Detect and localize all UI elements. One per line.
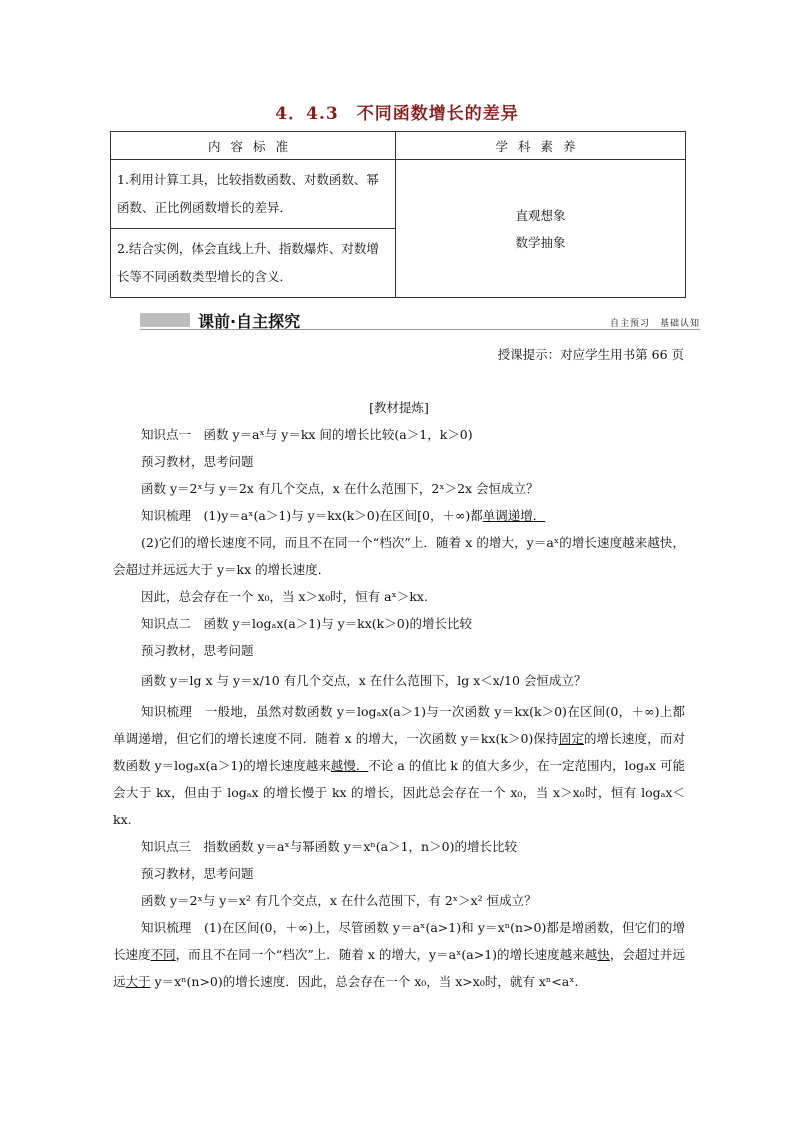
- knowledge-point-title: 知识点一 函数 y＝aˣ与 y＝kx 间的增长比较(a＞1，k＞0): [141, 427, 473, 442]
- summary-text: 知识梳理 (1)y＝aˣ(a＞1)与 y＝kx(k＞0)在区间[0，＋∞)都: [141, 508, 483, 523]
- question: 函数 y＝2ˣ与 y＝x² 有几个交点，x 在什么范围下，有 2ˣ＞x² 恒成立？: [141, 893, 537, 908]
- knowledge-summary: [113, 914, 685, 995]
- section-tag: 自主预习 基础认知: [609, 319, 700, 329]
- literacy-cell: [396, 160, 686, 298]
- standard-item-2: 2.结合实例，体会直线上升、指数爆炸、对数增长等不同函数类型增长的含义．: [111, 229, 396, 298]
- knowledge-point-title: 知识点二 函数 y＝logₐx(a＞1)与 y＝kx(k＞0)的增长比较: [141, 616, 473, 631]
- summary-text: ，而且不在同一个“档次”上．随着 x 的增大，y＝aˣ(a>1)的增长速度越来越: [175, 947, 598, 962]
- section-heading: 课前·自主探究: [198, 312, 301, 331]
- section-label: [教材提炼]: [369, 400, 429, 415]
- underlined-text: 快: [597, 947, 610, 962]
- literacy-item: 直观想象: [515, 207, 566, 223]
- content-standard-header: 内容标准: [111, 132, 396, 160]
- preview-prompt: 预习教材，思考问题: [141, 643, 254, 658]
- knowledge-summary: [113, 502, 685, 529]
- standards-table: [110, 131, 686, 298]
- section-divider: [140, 329, 700, 330]
- summary-text: 知识梳理 一般地，虽然对数函数 y＝logₐx(a＞1)与一次函数 y＝kx(k＞0)在区间(0，＋∞)上都单调递增，但它们的增长速度不同．随着 x 的增大，一次函数 y＝kx(k＞0)保持: [113, 704, 685, 746]
- literacy-item: 数学抽象: [515, 234, 566, 250]
- underlined-text: 越慢．: [330, 758, 369, 773]
- literacy-header: 学科素养: [396, 132, 686, 160]
- summary-text: ，会超过并远远: [113, 947, 685, 989]
- lesson-title: 4．4.3 不同函数增长的差异: [275, 104, 519, 124]
- knowledge-point-title: 知识点三 指数函数 y＝aˣ与幂函数 y＝xⁿ(a＞1，n＞0)的增长比较: [141, 839, 517, 854]
- table-header-row: [111, 132, 686, 160]
- underlined-text: 单调递增．: [482, 508, 546, 523]
- standard-item-1: 1.利用计算工具，比较指数函数、对数函数、幂函数、正比例函数增长的差异．: [111, 160, 396, 229]
- main-content: [113, 394, 685, 995]
- section-marker: [140, 313, 190, 327]
- question: 函数 y＝2ˣ与 y＝2x 有几个交点，x 在什么范围下，2ˣ＞2x 会恒成立？: [141, 481, 539, 496]
- summary-text: 不论 a 的值比 k 的值大多少，在一定范围内，logₐx 可能会大于 kx，但由于 logₐx 的增长慢于 kx 的增长，因此总会存在一个 x₀，当 x＞x₀时，恒有 logₐx＜kx.: [113, 758, 685, 827]
- table-row: [111, 160, 686, 229]
- paragraph: 因此，总会存在一个 x₀，当 x＞x₀时，恒有 aˣ＞kx.: [141, 589, 428, 604]
- paragraph: (2)它们的增长速度不同，而且不在同一个“档次”上．随着 x 的增大，y＝aˣ的增长速度越来越快，会超过并远远大于 y＝kx 的增长速度．: [113, 535, 685, 577]
- summary-text: 知识梳理 (1)在区间(0，＋∞)上，尽管函数 y＝aˣ(a>1)和 y＝xⁿ(n>0)都是增函数，但它们的增长速度: [113, 920, 685, 962]
- preview-prompt: 预习教材，思考问题: [141, 866, 254, 881]
- summary-text: y＝xⁿ(n>0)的增长速度．因此，总会存在一个 x₀，当 x>x₀时，就有 xⁿ<aˣ.: [150, 974, 579, 989]
- question: 函数 y＝lg x 与 y＝x/10 有几个交点，x 在什么范围下，lg x＜x/10 会恒成立？: [141, 673, 587, 688]
- underlined-text: 大于: [125, 974, 151, 989]
- preview-prompt: 预习教材，思考问题: [141, 454, 254, 469]
- underlined-text: 不同: [150, 947, 176, 962]
- teaching-hint: 授课提示：对应学生用书第 66 页: [497, 347, 684, 362]
- knowledge-summary: [113, 698, 685, 833]
- underlined-text: 固定: [558, 731, 584, 746]
- summary-text: 的增长速度，而对数函数 y＝logₐx(a＞1)的增长速度越来: [113, 731, 685, 773]
- section-bar: [140, 310, 700, 330]
